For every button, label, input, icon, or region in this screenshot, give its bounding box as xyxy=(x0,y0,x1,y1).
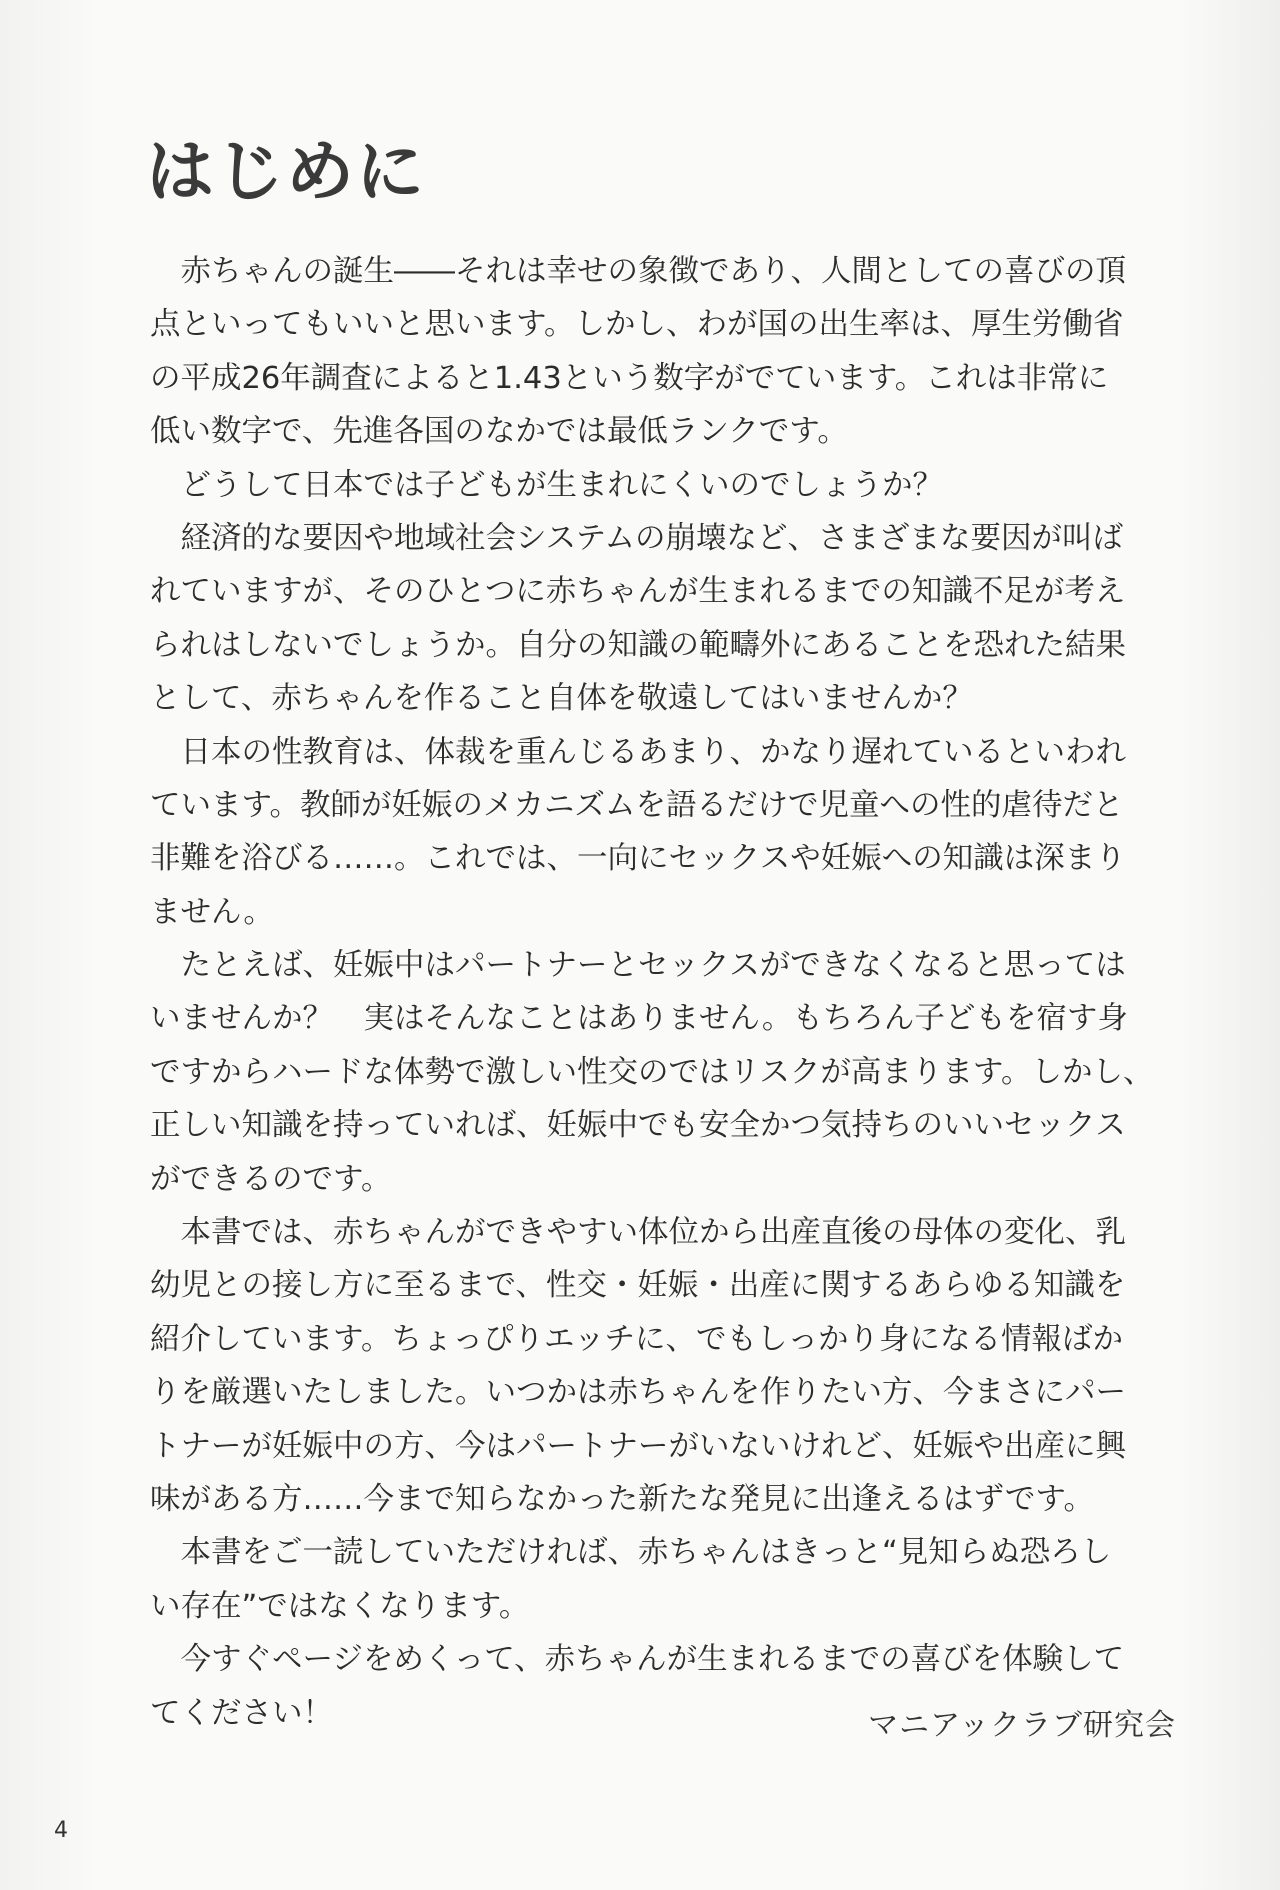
text-line: どうして日本では子どもが生まれにくいのでしょうか？ xyxy=(150,467,943,503)
text-line: 本書をご一読していただければ、赤ちゃんはきっと“見知らぬ恐ろし xyxy=(150,1535,1112,1571)
text-line: られはしないでしょうか。自分の知識の範疇外にあることを恐れた結果 xyxy=(150,627,1126,663)
page-title: はじめに xyxy=(146,133,427,212)
text-line: ています。教師が妊娠のメカニズムを語るだけで児童への性的虐待だと xyxy=(150,787,1124,823)
text-line: 正しい知識を持っていれば、妊娠中でも安全かつ気持ちのいいセックス xyxy=(150,1108,1126,1144)
text-line: 味がある方……今まで知らなかった新たな発見に出逢えるはずです。 xyxy=(150,1481,1094,1517)
text-line: の平成26年調査によると1.43という数字がでています。これは非常に xyxy=(150,360,1109,396)
text-line: ですからハードな体勢で激しい性交のではリスクが高まります。しかし、 xyxy=(150,1054,1154,1090)
text-line: 日本の性教育は、体裁を重んじるあまり、かなり遅れているといわれ xyxy=(150,734,1126,770)
page-number: 4 xyxy=(54,1818,68,1843)
author-signature: マニアックラブ研究会 xyxy=(868,1708,1176,1743)
text-line: 経済的な要因や地域社会システムの崩壊など、さまざまな要因が叫ば xyxy=(150,520,1123,556)
text-line: ができるのです。 xyxy=(150,1161,392,1197)
text-line: ません。 xyxy=(150,894,274,930)
text-line: 非難を浴びる……。これでは、一向にセックスや妊娠への知識は深まり xyxy=(150,841,1126,877)
text-line: 赤ちゃんの誕生――それは幸せの象徴であり、人間としての喜びの頂 xyxy=(150,254,1126,289)
text-line: 低い数字で、先進各国のなかでは最低ランクです。 xyxy=(150,414,848,450)
text-line: りを厳選いたしました。いつかは赤ちゃんを作りたい方、今まさにパー xyxy=(150,1375,1126,1411)
text-line: トナーが妊娠中の方、今はパートナーがいないけれど、妊娠や出産に興 xyxy=(150,1428,1126,1464)
body-text xyxy=(150,245,1190,1740)
text-line: として、赤ちゃんを作ること自体を敬遠してはいませんか？ xyxy=(150,681,973,717)
text-line: たとえば、妊娠中はパートナーとセックスができなくなると思っては xyxy=(150,948,1126,984)
text-line: れていますが、そのひとつに赤ちゃんが生まれるまでの知識不足が考え xyxy=(150,574,1126,610)
text-line: い存在”ではなくなります。 xyxy=(150,1588,530,1624)
text-line: 本書では、赤ちゃんができやすい体位から出産直後の母体の変化、乳 xyxy=(150,1215,1126,1251)
text-line: てください！ xyxy=(150,1695,333,1731)
text-line: 今すぐページをめくって、赤ちゃんが生まれるまでの喜びを体験して xyxy=(150,1642,1125,1678)
text-line: 幼児との接し方に至るまで、性交・妊娠・出産に関するあらゆる知識を xyxy=(150,1268,1126,1304)
text-line: 点といってもいいと思います。しかし、わが国の出生率は、厚生労働省 xyxy=(150,307,1124,343)
text-line: いませんか？ 実はそんなことはありません。もちろん子どもを宿す身 xyxy=(150,1001,1128,1037)
text-line: 紹介しています。ちょっぴりエッチに、でもしっかり身になる情報ばか xyxy=(150,1321,1123,1357)
